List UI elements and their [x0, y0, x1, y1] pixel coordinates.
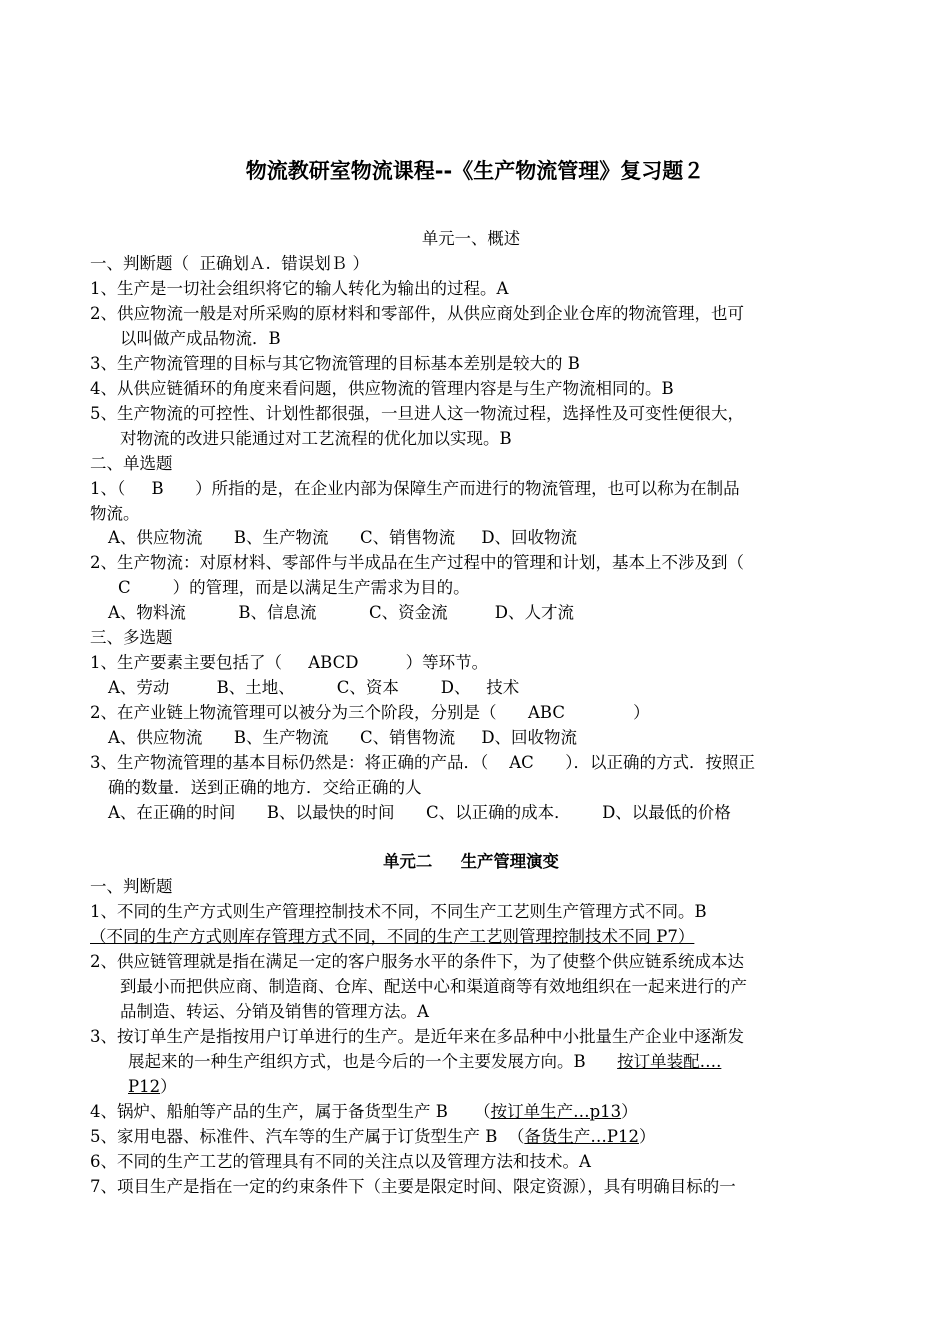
unit1-multi-q1-options: A、劳动 B、土地、 C、资本 D、 技术 — [108, 678, 520, 697]
document-title: 物流教研室物流课程--《生产物流管理》复习题２ — [245, 159, 705, 183]
unit2-judge-q4-text: 4、锅炉、船舶等产品的生产，属于备货型生产 B （ — [90, 1102, 491, 1121]
unit2-judge-q3-note: 按订单装配…. — [617, 1052, 722, 1071]
unit1-single-q1-cont: 物流。 — [90, 504, 140, 523]
unit2-judge-q3-end: ） — [160, 1077, 177, 1096]
unit2-judge-q4-end: ） — [621, 1102, 638, 1121]
unit1-single-q2: 2、生产物流：对原材料、零部件与半成品在生产过程中的管理和计划，基本上不涉及到（ — [90, 553, 744, 572]
unit1-judge-q5-cont: 对物流的改进只能通过对工艺流程的优化加以实现。B — [120, 429, 512, 448]
unit2-judge-q2-cont1: 到最小而把供应商、制造商、仓库、配送中心和渠道商等有效地组织在一起来进行的产 — [120, 977, 747, 996]
unit1-judge-q2-cont: 以叫做产成品物流．B — [120, 329, 281, 348]
unit1-heading: 单元一、概述 — [421, 229, 521, 248]
unit1-judge-q4: 4、从供应链循环的角度来看问题，供应物流的管理内容是与生产物流相同的。B — [90, 379, 674, 398]
unit2-judge-heading: 一、判断题 — [90, 877, 173, 896]
unit2-judge-q1: 1、不同的生产方式则生产管理控制技术不同，不同生产工艺则生产管理方式不同。B — [90, 902, 707, 921]
unit1-multi-q2-options: A、供应物流 B、生产物流 C、销售物流 D、回收物流 — [108, 728, 578, 747]
unit1-single-q2-options: A、物料流 B、信息流 C、资金流 D、人才流 — [108, 603, 574, 622]
unit2-judge-q5-text: 5、家用电器、标准件、汽车等的生产属于订货型生产 B （ — [90, 1127, 525, 1146]
unit1-judge-q5: 5、生产物流的可控性、计划性都很强，一旦进人这一物流过程，选择性及可变性便很大， — [90, 404, 744, 423]
unit2-judge-q6: 6、不同的生产工艺的管理具有不同的关注点以及管理方法和技术。A — [90, 1152, 591, 1171]
unit2-judge-q3-ref — [128, 1076, 177, 1098]
unit2-judge-q4-note: 按订单生产…p13 — [490, 1102, 622, 1121]
unit1-single-q1-options: A、供应物流 B、生产物流 C、销售物流 D、回收物流 — [108, 528, 578, 547]
unit1-multi-q3-cont: 确的数量．送到正确的地方．交给正确的人 — [108, 778, 422, 797]
unit1-judge-heading: 一、判断题（ 正确划Ａ. 错误划Ｂ ） — [90, 254, 369, 273]
unit2-judge-q3: 3、按订单生产是指按用户订单进行的生产。是近年来在多品种中小批量生产企业中逐渐发 — [90, 1027, 744, 1046]
unit2-judge-q7: 7、项目生产是指在一定的约束条件下（主要是限定时间、限定资源），具有明确目标的一 — [90, 1177, 736, 1196]
unit2-judge-q5 — [90, 1126, 655, 1148]
unit2-judge-q3-cont — [128, 1051, 721, 1073]
unit2-judge-q4 — [90, 1101, 638, 1123]
unit2-judge-q2-cont2: 品制造、转运、分销及销售的管理方法。A — [120, 1002, 429, 1021]
unit1-single-q2-cont: C ）的管理，而是以满足生产需求为目的。 — [118, 578, 470, 597]
unit1-multi-q3-options: A、在正确的时间 B、以最快的时间 C、以正确的成本． D、以最低的价格 — [108, 803, 731, 822]
unit2-judge-q2: 2、供应链管理就是指在满足一定的客户服务水平的条件下，为了使整个供应链系统成本达 — [90, 952, 744, 971]
unit1-multi-q1: 1、生产要素主要包括了（ ABCD ）等环节。 — [90, 653, 489, 672]
unit2-heading: 单元二 生产管理演变 — [383, 852, 559, 871]
unit2-judge-q5-end: ） — [638, 1127, 656, 1146]
unit2-judge-q1-note: （不同的生产方式则库存管理方式不同，不同的生产工艺则管理控制技术不同 P7） — [90, 927, 695, 946]
unit1-single-heading: 二、单选题 — [90, 454, 173, 473]
unit1-multi-q3: 3、生产物流管理的基本目标仍然是：将正确的产品．（ AC ）．以正确的方式．按照正 — [90, 753, 755, 772]
unit1-multi-heading: 三、多选题 — [90, 628, 173, 647]
unit1-judge-q1: 1、生产是一切社会组织将它的输人转化为输出的过程。A — [90, 279, 509, 298]
unit1-judge-q3: 3、生产物流管理的目标与其它物流管理的目标基本差别是较大的 B — [90, 354, 580, 373]
unit2-judge-q3-page: P12 — [128, 1077, 161, 1096]
unit2-judge-q5-note: 备货生产…P12 — [524, 1127, 639, 1146]
unit1-multi-q2: 2、在产业链上物流管理可以被分为三个阶段，分别是（ ABC ） — [90, 703, 650, 722]
unit1-single-q1: 1、（ B ）所指的是，在企业内部为保障生产而进行的物流管理，也可以称为在制品 — [90, 479, 740, 498]
unit1-judge-q2: 2、供应物流一般是对所采购的原材料和零部件，从供应商处到企业仓库的物流管理，也可 — [90, 304, 744, 323]
unit2-judge-q3-text: 展起来的一种生产组织方式，也是今后的一个主要发展方向。B — [128, 1052, 618, 1071]
